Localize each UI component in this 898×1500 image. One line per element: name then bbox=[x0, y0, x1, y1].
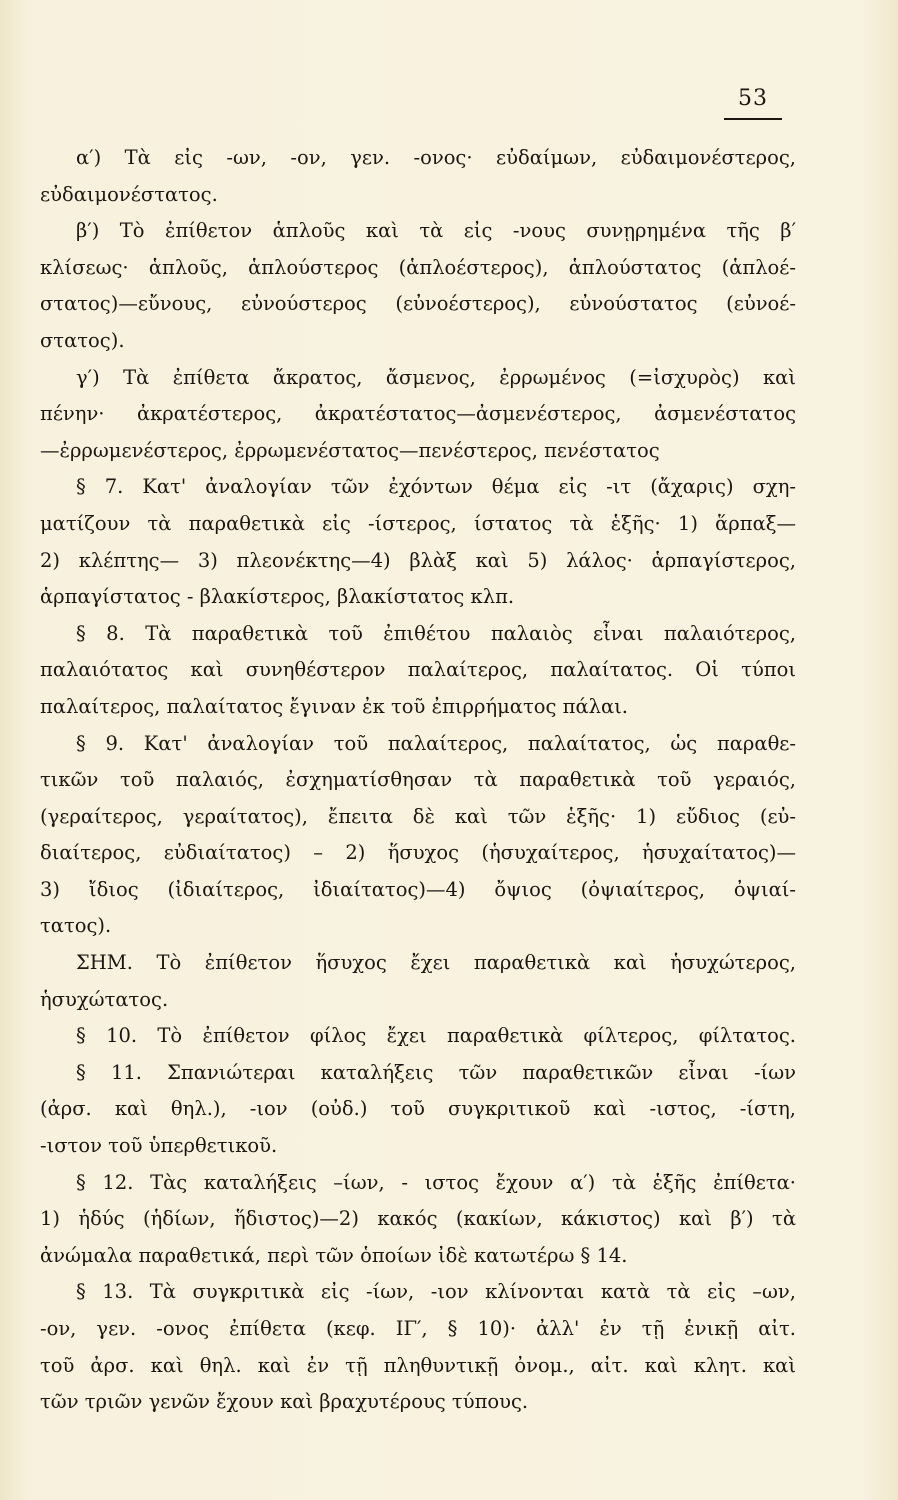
body-text bbox=[40, 140, 796, 1421]
text-line: ματίζουν τὰ παραθετικὰ εἰς -ίστερος, ίστατος τὰ ἑξῆς· 1) ἅρπαξ— bbox=[40, 511, 796, 535]
text-line: παλαιότατος καὶ συνηθέστερον παλαίτερος, παλαίτατος. Οἱ τύποι bbox=[40, 658, 796, 682]
text-line: β′) Τὸ ἐπίθετον ἁπλοῦς καὶ τὰ εἰς -νους συνῃρημένα τῆς β′ bbox=[76, 219, 796, 243]
text-line: ἀνώμαλα παραθετικά, περὶ τῶν ὁποίων ἰδὲ κατωτέρω § 14. bbox=[40, 1243, 628, 1267]
text-line: παλαίτερος, παλαίτατος ἔγιναν ἐκ τοῦ ἐπιρρήματος πάλαι. bbox=[40, 694, 628, 718]
text-line: 1) ἡδύς (ἡδίων, ἥδιστος)—2) κακός (κακίων, κάκιστος) καὶ β′) τὰ bbox=[40, 1207, 796, 1231]
text-line: (ἀρσ. καὶ θηλ.), -ιον (οὐδ.) τοῦ συγκριτικοῦ καὶ -ιστος, -ίστη, bbox=[40, 1097, 796, 1121]
text-line: στατος)—εὔνους, εὐνούστερος (εὐνοέστερος), εὐνούστατος (εὐνοέ- bbox=[40, 292, 796, 316]
text-line: α′) Τὰ εἰς -ων, -ον, γεν. -ονος· εὐδαίμων, εὐδαιμονέστερος, bbox=[76, 146, 796, 169]
page-number-rule bbox=[724, 118, 782, 120]
text-line: πένην· ἀκρατέστερος, ἀκρατέστατος—ἀσμενέστερος, ἀσμενέστατος bbox=[40, 402, 796, 426]
text-line: στατος). bbox=[40, 328, 125, 352]
text-line: § 8. Τὰ παραθετικὰ τοῦ ἐπιθέτου παλαιὸς εἶναι παλαιότερος, bbox=[76, 621, 796, 645]
text-line: τατος). bbox=[40, 914, 112, 938]
page-number: 53 bbox=[738, 86, 768, 111]
text-line: τοῦ ἀρσ. καὶ θηλ. καὶ ἐν τῇ πληθυντικῇ ὀνομ., αἰτ. καὶ κλητ. καὶ bbox=[40, 1353, 796, 1377]
text-line: § 11. Σπανιώτεραι καταλήξεις τῶν παραθετικῶν εἶναι -ίων bbox=[76, 1060, 796, 1084]
text-line: τικῶν τοῦ παλαιός, ἐσχηματίσθησαν τὰ παραθετικὰ τοῦ γεραιός, bbox=[40, 768, 796, 792]
text-line: ἡσυχώτατος. bbox=[40, 987, 169, 1011]
text-line: § 10. Τὸ ἐπίθετον φίλος ἔχει παραθετικὰ φίλτερος, φίλτατος. bbox=[76, 1024, 796, 1048]
text-line: -ον, γεν. -ονος ἐπίθετα (κεφ. ΙΓ′, § 10)· ἀλλ' ἐν τῇ ἑνικῇ αἰτ. bbox=[40, 1317, 796, 1340]
text-line: ἁρπαγίστατος - βλακίστερος, βλακίστατος κλπ. bbox=[40, 585, 515, 609]
text-line: ΣΗΜ. Τὸ ἐπίθετον ἥσυχος ἔχει παραθετικὰ καὶ ἡσυχώτερος, bbox=[76, 951, 796, 975]
text-line: § 9. Κατ' ἀναλογίαν τοῦ παλαίτερος, παλαίτατος, ὡς παραθε- bbox=[76, 731, 796, 755]
text-line: γ′) Τὰ ἐπίθετα ἄκρατος, ἄσμενος, ἐρρωμένος (=ἰσχυρὸς) καὶ bbox=[76, 365, 796, 389]
text-line: 2) κλέπτης— 3) πλεονέκτης—4) βλὰξ καὶ 5) λάλος· ἁρπαγίστερος, bbox=[40, 548, 796, 572]
text-line: κλίσεως· ἁπλοῦς, ἁπλούστερος (ἁπλοέστερος), ἁπλούστατος (ἁπλοέ- bbox=[40, 255, 796, 279]
text-line: διαίτερος, εὐδιαίτατος) – 2) ἥσυχος (ἡσυχαίτερος, ἡσυχαίτατος)— bbox=[40, 841, 796, 865]
text-line: § 12. Τὰς καταλήξεις –ίων, - ιστος ἔχουν α′) τὰ ἑξῆς ἐπίθετα· bbox=[76, 1170, 796, 1194]
text-line: εὐδαιμονέστατος. bbox=[40, 182, 218, 206]
text-line: § 7. Κατ' ἀναλογίαν τῶν ἐχόντων θέμα εἰς -ιτ (ἄχαρις) σχη- bbox=[76, 475, 796, 499]
text-line: τῶν τριῶν γενῶν ἔχουν καὶ βραχυτέρους τύπους. bbox=[40, 1390, 529, 1414]
text-line: § 13. Τὰ συγκριτικὰ εἰς -ίων, -ιον κλίνονται κατὰ τὰ εἰς –ων, bbox=[76, 1280, 796, 1304]
text-line: —ἐρρωμενέστερος, ἐρρωμενέστατος—πενέστερος, πενέστατος bbox=[40, 438, 660, 462]
text-line: 3) ἴδιος (ἰδιαίτερος, ἰδιαίτατος)—4) ὄψιος (ὀψιαίτερος, ὀψιαί- bbox=[40, 877, 796, 901]
text-line: (γεραίτερος, γεραίτατος), ἔπειτα δὲ καὶ τῶν ἑξῆς· 1) εὔδιος (εὐ- bbox=[40, 804, 796, 828]
text-line: -ιστον τοῦ ὑπερθετικοῦ. bbox=[40, 1134, 278, 1158]
